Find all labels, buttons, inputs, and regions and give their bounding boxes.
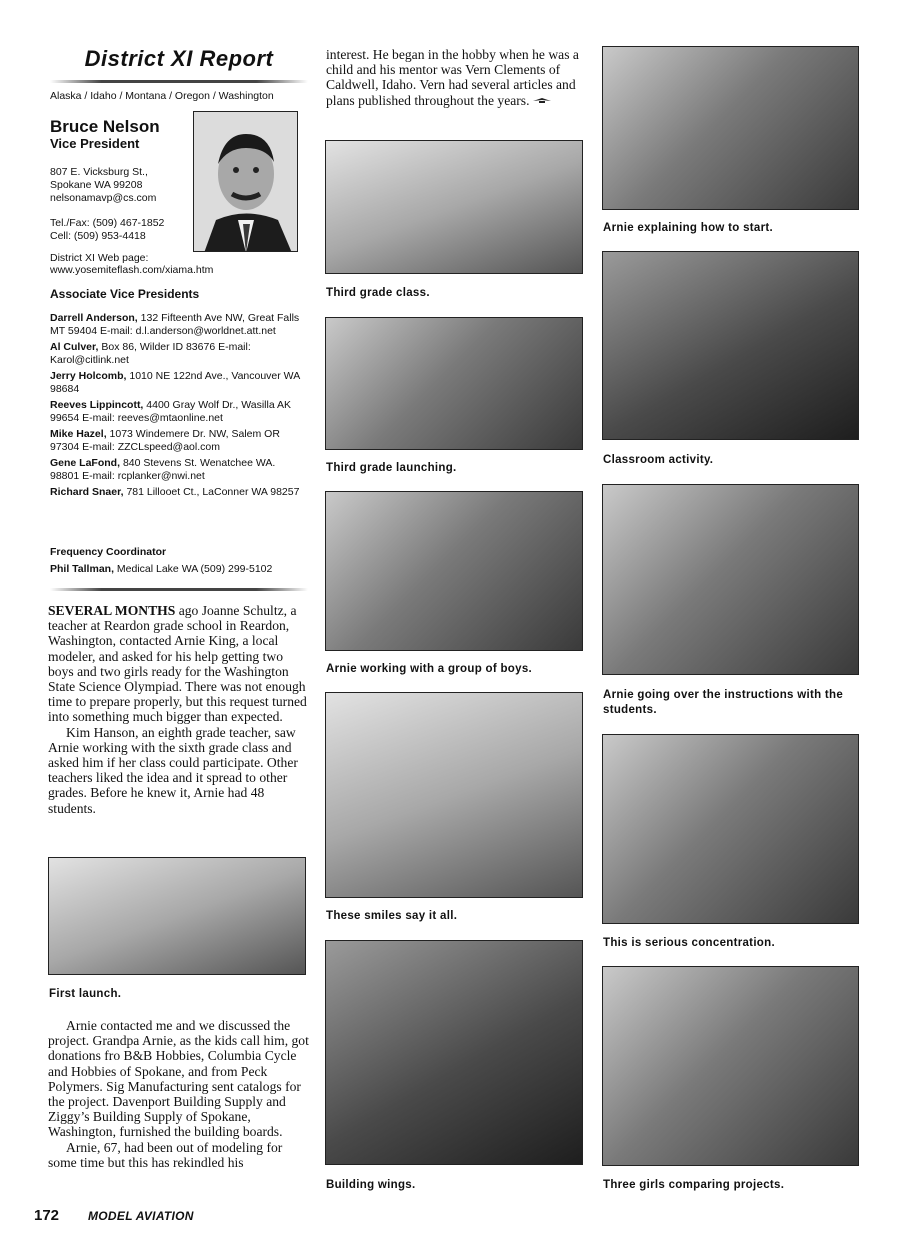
article-paragraph — [326, 47, 584, 108]
associate-details: 781 Lillooet Ct., LaConner WA 98257 — [126, 486, 300, 498]
article-text: ago Joanne Schultz, a teacher at Reardon grade school in Reardon, Washington, contacted Arnie King, a local modeler, and asked for his help getting two boys and two girls ready for the Washington State Science Olympiad. There was not enough time to prepare properly, but this request turned into something much bigger than expected. — [48, 603, 307, 725]
caption-concentration: This is serious concentration. — [603, 937, 775, 949]
vp-address-line1: 807 E. Vicksburg St., — [50, 166, 148, 178]
district-states: Alaska / Idaho / Montana / Oregon / Washington — [50, 90, 274, 102]
photo-building-wings — [325, 940, 583, 1165]
photo-classroom-activity — [602, 251, 859, 440]
photo-third-grade-class — [325, 140, 583, 274]
caption-building-wings: Building wings. — [326, 1179, 416, 1191]
vp-web-url: www.yosemiteflash.com/xiama.htm — [50, 264, 214, 276]
article-lead-in: SEVERAL MONTHS — [48, 603, 176, 618]
associate-name: Darrell Anderson, — [50, 312, 138, 324]
associate-details: 132 Fifteenth Ave NW, Great Falls MT 59404 E-mail: d.l.anderson@worldnet.att.net — [50, 312, 300, 337]
vp-phones — [50, 217, 164, 243]
photo-smiles — [325, 692, 583, 898]
caption-arnie-boys: Arnie working with a group of boys. — [326, 663, 533, 675]
associate-details: 1073 Windemere Dr. NW, Salem OR 97304 E-mail: ZZCLspeed@aol.com — [50, 428, 280, 453]
caption-arnie-start: Arnie explaining how to start. — [603, 222, 774, 234]
associate-entry — [50, 457, 305, 482]
sidebar-divider — [50, 588, 308, 591]
associate-name: Richard Snaer, — [50, 486, 124, 498]
article-column-1-top — [48, 603, 310, 816]
photo-arnie-boys — [325, 491, 583, 651]
page-number: 172 — [34, 1207, 60, 1224]
associate-entry — [50, 341, 305, 366]
caption-three-girls: Three girls comparing projects. — [603, 1179, 785, 1191]
portrait-illustration — [194, 112, 298, 252]
associate-entry — [50, 399, 305, 424]
associate-name: Mike Hazel, — [50, 428, 107, 440]
associate-name: Gene LaFond, — [50, 457, 121, 469]
vp-web — [50, 252, 213, 276]
associate-entry — [50, 370, 305, 395]
associate-entry — [50, 312, 305, 337]
vp-title: Vice President — [50, 136, 140, 151]
section-title: District XI Report — [84, 46, 274, 71]
vp-web-label: District XI Web page: — [50, 252, 149, 264]
article-end-icon — [533, 97, 551, 105]
associate-details: Box 86, Wilder ID 83676 E-mail: Karol@citlink.net — [50, 341, 251, 366]
frequency-heading: Frequency Coordinator — [50, 546, 167, 558]
caption-third-grade-class: Third grade class. — [326, 287, 430, 299]
magazine-name: MODEL AVIATION — [88, 1209, 194, 1223]
vp-address — [50, 166, 156, 205]
article-column-1-bottom — [48, 1018, 310, 1170]
photo-three-girls — [602, 966, 859, 1166]
caption-instructions: Arnie going over the instructions with the students. — [603, 689, 844, 716]
frequency-details: Medical Lake WA (509) 299-5102 — [116, 563, 273, 575]
article-paragraph: Arnie contacted me and we discussed the project. Grandpa Arnie, as the kids call him, got donations fro B&B Hobbies, Columbia Cycle and Hobbies of Spokane, and from Peck Polymers. Sig Manufacturing sent catalogs for the project. Davenport Building Supply and Ziggy’s Building Supply of Spokane, Washington, furnished the building boards. — [48, 1018, 309, 1140]
title-divider — [50, 80, 308, 83]
article-text: interest. He began in the hobby when he was a child and his mentor was Vern Clements of Caldwell, Idaho. Vern had several articles and plans published throughout the years. — [326, 47, 579, 108]
photo-third-grade-launching — [325, 317, 583, 450]
caption-first-launch: First launch. — [49, 988, 122, 1000]
article-paragraph: Kim Hanson, an eighth grade teacher, saw Arnie working with the sixth grade class and asked him if her class could participate. Other teachers liked the idea and it spread to other grades. Before he knew it, Arnie had 48 students. — [48, 724, 298, 816]
article-paragraph: Arnie, 67, had been out of modeling for some time but this has rekindled his — [48, 1139, 283, 1170]
article-column-2-top — [326, 47, 584, 108]
photo-instructions — [602, 484, 859, 675]
associate-details: 840 Stevens St. Wenatchee WA. 98801 E-mail: rcplanker@nwi.net — [50, 457, 276, 482]
caption-classroom-activity: Classroom activity. — [603, 454, 714, 466]
vp-email: nelsonamavp@cs.com — [50, 192, 157, 204]
frequency-coordinator — [50, 563, 272, 575]
frequency-name: Phil Tallman, — [50, 563, 114, 575]
associate-details: 1010 NE 122nd Ave., Vancouver WA 98684 — [50, 370, 300, 395]
vp-name: Bruce Nelson — [50, 117, 160, 136]
associate-entry — [50, 486, 305, 499]
caption-smiles: These smiles say it all. — [326, 910, 458, 922]
associate-name: Al Culver, — [50, 341, 99, 353]
vp-address-line2: Spokane WA 99208 — [50, 179, 143, 191]
article-paragraph — [48, 603, 310, 725]
vp-portrait-photo — [193, 111, 298, 252]
associates-heading: Associate Vice Presidents — [50, 287, 200, 301]
associate-details: 4400 Gray Wolf Dr., Wasilla AK 99654 E-mail: reeves@mtaonline.net — [50, 399, 291, 424]
associate-entry — [50, 428, 305, 453]
caption-third-grade-launching: Third grade launching. — [326, 462, 457, 474]
photo-concentration — [602, 734, 859, 924]
photo-arnie-start — [602, 46, 859, 210]
vp-cell: Cell: (509) 953-4418 — [50, 230, 146, 242]
associates-list — [50, 312, 305, 503]
vp-telfax: Tel./Fax: (509) 467-1852 — [50, 217, 165, 229]
photo-first-launch — [48, 857, 306, 975]
associate-name: Jerry Holcomb, — [50, 370, 127, 382]
associate-name: Reeves Lippincott, — [50, 399, 144, 411]
